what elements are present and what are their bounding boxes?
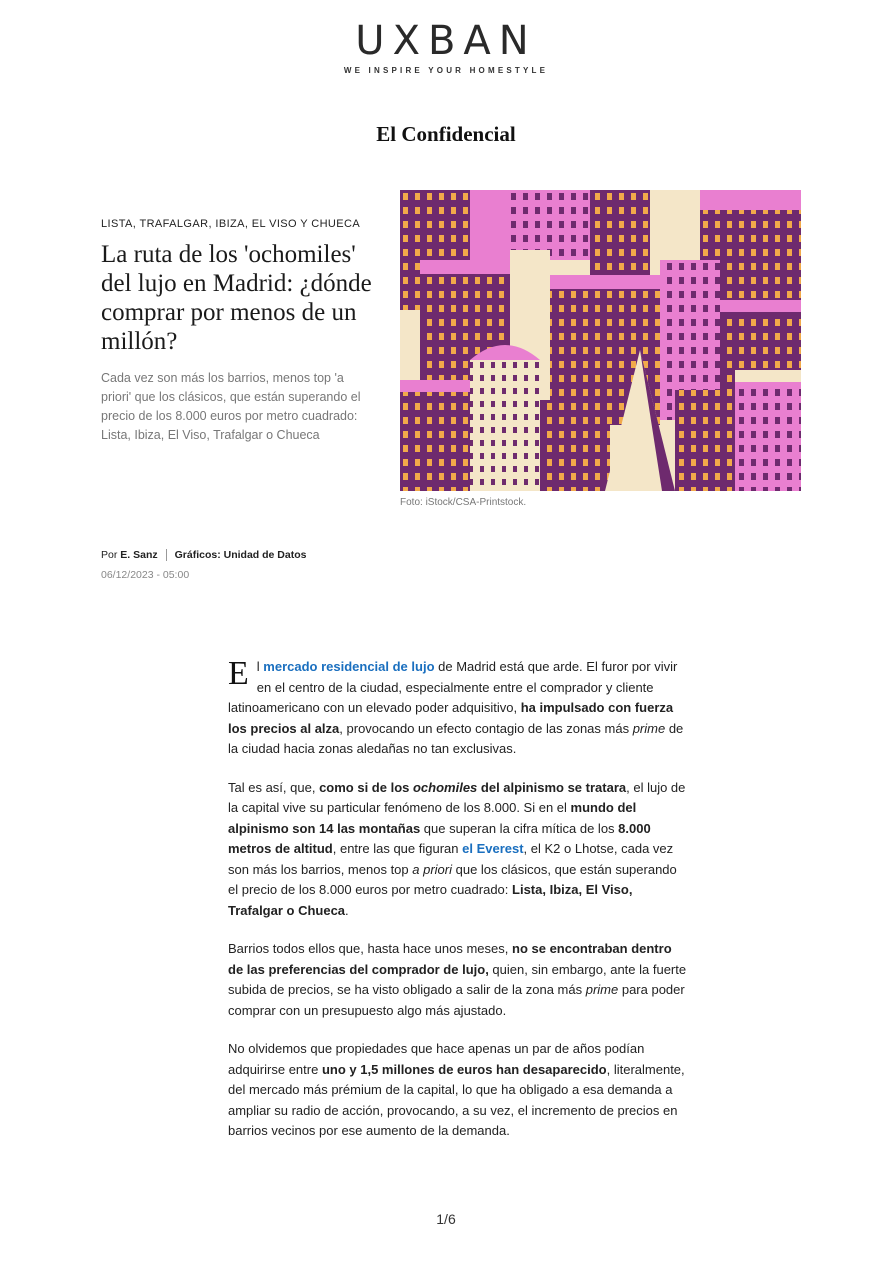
hero-illustration	[400, 190, 801, 491]
brand-logo	[0, 20, 892, 75]
p3-italic-1: prime	[585, 982, 619, 997]
link-mercado-residencial[interactable]: mercado residencial de lujo	[263, 659, 435, 674]
p4-bold-1: uno y 1,5 millones de euros han desaparecido	[321, 1061, 607, 1077]
byline	[101, 549, 306, 561]
p2-bold-5: Lista, Ibiza, El Viso, Trafalgar o Chueca	[228, 882, 633, 918]
p3-text-3: para poder comprar con un presupuesto algo más ajustado.	[228, 982, 685, 1018]
page-number: 1/6	[436, 1211, 456, 1227]
p3-bold-1: no se encontraban dentro de las preferencias del comprador de lujo,	[228, 941, 672, 977]
publication-date: 06/12/2023 - 05:00	[101, 569, 190, 581]
p3-text-1: Barrios todos ellos que, hasta hace unos meses,	[228, 941, 512, 956]
p4-text-2: , literalmente, del mercado más prémium de la capital, lo que ha obligado a esa demanda a ampliar su radio de acción, provocando, a su vez, el incremento de precios en barrios vecinos por ese aumento de la demanda.	[228, 1061, 685, 1138]
p4-text-1: No olvidemos que propiedades que hace apenas un par de años podían adquirirse entre	[228, 1041, 645, 1077]
p2-bold-2: del alpinismo se tratara	[477, 779, 627, 795]
p2-text-3: que superan la cifra mítica de los	[420, 820, 619, 836]
article-subtitle: Cada vez son más los barrios, menos top 'a priori' que los clásicos, que están superando el precio de los 8.000 euros por metro cuadrado: Lista, Ibiza, El Viso, Trafalgar o Chueca	[101, 371, 361, 442]
publication-name: El Confidencial	[376, 122, 516, 146]
p2-text-4: , entre las que figuran	[332, 841, 463, 856]
p1-text-1: l	[256, 659, 264, 674]
byline-author[interactable]: E. Sanz	[120, 549, 158, 561]
paragraph-1	[228, 657, 690, 760]
article-headline: La ruta de los 'ochomiles' del lujo en Madrid: ¿dónde comprar por menos de un millón?	[101, 241, 372, 355]
byline-prefix: Por	[101, 549, 118, 561]
p2-text-1: Tal es así, que,	[228, 779, 320, 795]
p2-text-7: .	[345, 902, 349, 918]
brand-tagline: WE INSPIRE YOUR HOMESTYLE	[343, 66, 549, 75]
link-el-everest[interactable]: el Everest	[462, 841, 524, 856]
photo-credit: Foto: iStock/CSA-Printstock.	[400, 497, 527, 508]
p1-text-3: , provocando un efecto contagio de las zonas más	[339, 720, 633, 736]
paragraph-4	[228, 1039, 690, 1142]
paragraph-3	[228, 939, 690, 1021]
p3-text-2: quien, sin embargo, ante la fuerte subida de precios, se ha visto obligado a salir de la zona más	[228, 961, 687, 997]
city-buildings-illustration	[400, 190, 801, 491]
article-kicker: LISTA, TRAFALGAR, IBIZA, EL VISO Y CHUECA	[101, 218, 361, 230]
paragraph-2	[228, 778, 690, 922]
p2-text-6: que los clásicos, que están superando el precio de los 8.000 euros por metro cuadrado:	[228, 861, 677, 897]
article-body	[228, 657, 690, 1160]
p2-bold-italic-1: ochomiles	[412, 779, 478, 795]
p2-bold-4: 8.000 metros de altitud	[228, 820, 651, 856]
byline-graphics: Gráficos: Unidad de Datos	[174, 549, 307, 561]
p2-bold-1: como si de los	[319, 779, 413, 795]
byline-divider	[166, 549, 167, 561]
p1-bold-1: ha impulsado con fuerza los precios al alza	[228, 700, 674, 736]
brand-name: UXBAN	[355, 18, 537, 64]
p2-text-5: , el K2 o Lhotse, cada vez son más los barrios, menos top	[228, 841, 674, 877]
p1-text-2: de Madrid está que arde. El furor por vivir en el centro de la ciudad, especialmente entre el comprador y cliente latinoamericano con un elevado poder adquisitivo,	[228, 659, 678, 715]
p1-italic-1: prime	[632, 720, 666, 736]
p2-italic-1: a priori	[412, 861, 452, 877]
p2-bold-3: mundo del alpinismo son 14 las montañas	[228, 800, 637, 836]
p2-text-2: , el lujo de la capital vive su particular fenómeno de los 8.000. Si en el	[228, 779, 686, 815]
drop-cap: E	[228, 655, 249, 692]
p1-text-4: de la ciudad hacia zonas aledañas no tan exclusivas.	[228, 720, 684, 756]
